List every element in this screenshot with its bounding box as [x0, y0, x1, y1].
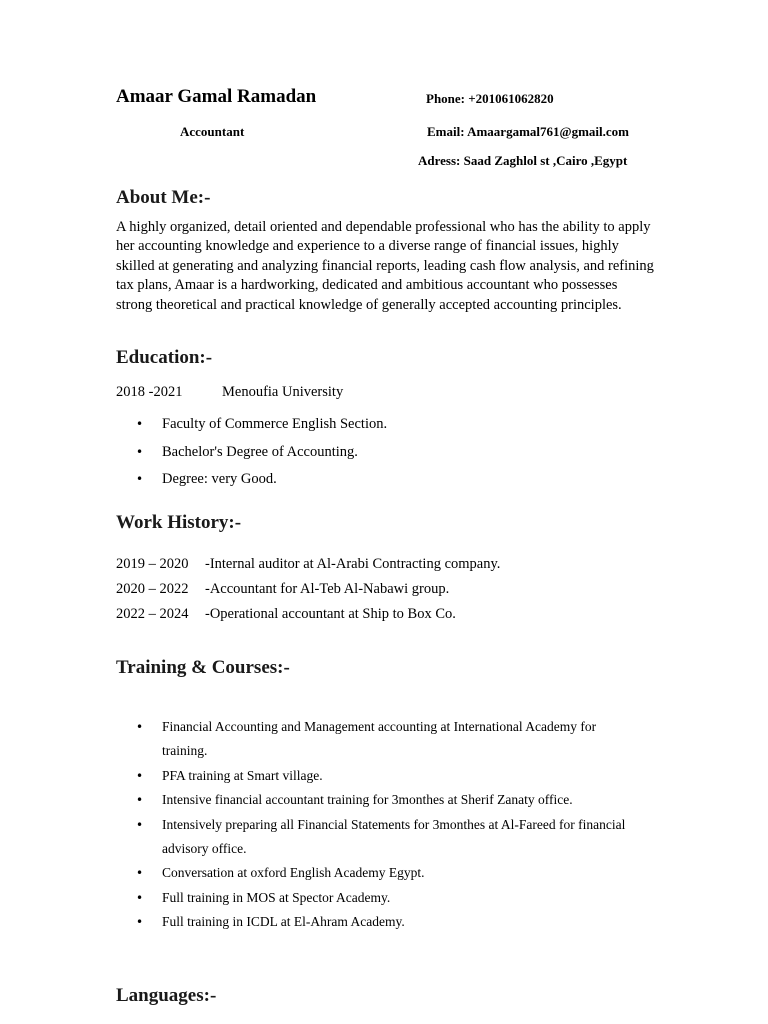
- work-description: -Accountant for Al-Teb Al-Nabawi group.: [205, 581, 450, 598]
- training-heading: Training & Courses:-: [116, 657, 290, 678]
- job-title: Accountant: [180, 124, 245, 139]
- address-text: Adress: Saad Zaghlol st ,Cairo ,Egypt: [418, 153, 628, 168]
- list-item: • Degree: very Good.: [116, 470, 387, 498]
- list-item: • Full training in MOS at Spector Academy.: [116, 886, 636, 910]
- education-heading: Education:-: [116, 347, 213, 368]
- education-entry: [116, 384, 343, 401]
- work-description: -Operational accountant at Ship to Box Co.: [205, 606, 456, 623]
- about-paragraph: A highly organized, detail oriented and dependable professional who has the ability to apply her accounting knowledge and experience to a diverse range of financial issues, highly skilled at generating and analyzing financial reports, leading cash flow analysis, and refining tax plans, Amaar is a hardworking, dedicated and ambitious accountant who possesses strong theoretical and practical knowledge of generally accepted accounting principles.: [116, 219, 654, 313]
- work-entry: [116, 605, 500, 630]
- education-years: 2018 -2021: [116, 384, 183, 400]
- list-item: • Full training in ICDL at El-Ahram Academy.: [116, 910, 636, 934]
- work-entry: [116, 555, 500, 580]
- work-years: 2020 – 2022: [116, 581, 189, 598]
- email-text: Email: Amaargamal761@gmail.com: [427, 124, 630, 139]
- about-heading: About Me:-: [116, 187, 211, 208]
- work-description: -Internal auditor at Al-Arabi Contracting company.: [205, 556, 501, 572]
- list-item: • PFA training at Smart village.: [116, 764, 636, 788]
- list-item: • Conversation at oxford English Academy Egypt.: [116, 861, 636, 885]
- work-entry: [116, 580, 500, 605]
- phone-text: Phone: +201061062820: [426, 91, 554, 106]
- work-years: 2019 – 2020: [116, 556, 189, 572]
- list-item: • Faculty of Commerce English Section.: [116, 415, 387, 443]
- candidate-name: Amaar Gamal Ramadan: [116, 86, 317, 107]
- list-item: • Intensive financial accountant training for 3monthes at Sherif Zanaty office.: [116, 788, 636, 812]
- education-institution: Menoufia University: [222, 384, 344, 400]
- education-details-list: [116, 415, 387, 498]
- work-years: 2022 – 2024: [116, 606, 189, 623]
- work-history-list: [116, 555, 500, 631]
- list-item: • Bachelor's Degree of Accounting.: [116, 443, 387, 471]
- languages-heading: Languages:-: [116, 985, 217, 1006]
- work-heading: Work History:-: [116, 512, 242, 533]
- list-item: • Intensively preparing all Financial Statements for 3monthes at Al-Fareed for financial advisory office.: [116, 813, 636, 861]
- training-list: [116, 715, 636, 935]
- list-item: • Financial Accounting and Management accounting at International Academy for training.: [116, 715, 636, 763]
